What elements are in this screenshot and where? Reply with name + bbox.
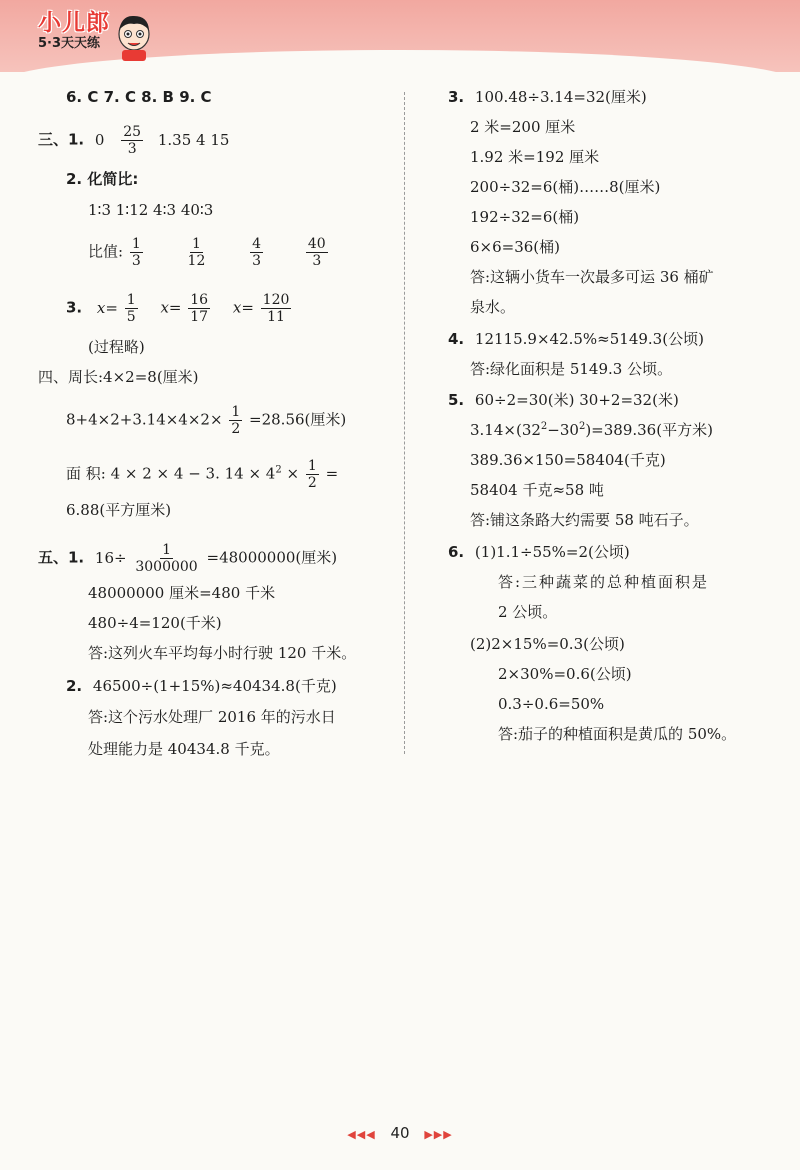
fraction-denominator: 3 [131,253,141,269]
s5-q2-label: 2. [66,677,83,695]
s5-q1-answer: 答:这列火车平均每小时行驶 120 千米。 [88,644,357,662]
fraction-numerator: 1 [131,236,141,252]
x-equals: x= [96,298,118,317]
s5-q2 [66,675,337,697]
fraction-denominator: 2 [231,421,241,437]
fraction-denominator: 12 [187,253,206,269]
q3-calc1: 100.48÷3.14=32(厘米) [474,88,647,106]
fraction-numerator: 1 [192,236,201,252]
q6-answer1-line2: 2 公顷。 [498,603,558,621]
x-value-2 [188,292,210,325]
ratio-value-label: 比值: [88,242,124,261]
s3-q1-pre: 0 [94,130,105,149]
q5-exponent-1: 2 [540,421,548,432]
logo-main-text: 小儿郎 [38,10,110,36]
x-value-1 [125,292,138,325]
q5-line4: 58404 千克≈58 吨 [470,481,604,499]
q5-calc1: 60÷2=30(米) 30+2=32(米) [474,391,679,409]
q3-label: 3. [448,88,465,106]
ratio-value-1 [130,236,143,269]
s4-line2-pre: 8+4×2+3.14×4×2× [66,410,223,429]
q3-answer-line1: 答:这辆小货车一次最多可运 36 桶矿 [470,268,714,286]
q6-line2: (2)2×15%=0.3(公顷) [470,635,625,653]
q6-line3: 2×30%=0.6(公顷) [498,665,632,683]
q6-label: 6. [448,543,465,561]
s4-area-exponent: 2 [275,464,282,476]
q4-answer: 答:绿化面积是 5149.3 公顷。 [470,360,673,378]
q6-answer1-line1: 答:三种蔬菜的总种植面积是 [498,573,710,591]
fraction-denominator: 3 [252,253,262,269]
s5-q1-post: =48000000(厘米) [206,548,338,567]
left-arrows-icon: ◀◀◀ [347,1128,376,1141]
q5-l2-b: −30 [547,421,579,439]
q3-line6: 6×6=36(桶) [470,238,561,256]
q3-line1 [448,86,647,108]
fraction-denominator: 3000000 [135,559,198,575]
x-equals: x= [232,298,254,317]
s4-area-mid: × [286,464,304,483]
q5-line3: 389.36×150=58404(千克) [470,451,666,469]
s4-line2-post: =28.56(厘米) [249,410,347,429]
section-4-area [66,458,338,491]
q6-line4: 0.3÷0.6=50% [498,695,605,713]
s5-q2-line1: 46500÷(1+15%)≈40434.8(千克) [92,677,337,695]
fraction-numerator: 4 [252,236,262,252]
s3-q3 [66,292,293,325]
column-divider [404,92,405,754]
fraction-numerator: 40 [307,236,326,252]
right-arrows-icon: ▶▶▶ [424,1128,453,1141]
s3-q1-fraction [121,124,143,157]
q6-answer2: 答:茄子的种植面积是黄瓜的 50%。 [498,725,737,743]
s4-area-pre: 面 积: 4 × 2 × 4 − 3. 14 × 4 [66,464,276,483]
s3-q3-label: 3. [66,298,83,317]
s5-q1-pre: 16÷ [94,548,127,567]
s5-q1-line2: 48000000 厘米=480 千米 [88,584,276,602]
q6-calc1: (1)1.1÷55%=2(公顷) [474,543,630,561]
s5-q1-line3: 480÷4=120(千米) [88,614,222,632]
q3-line4: 200÷32=6(桶)……8(厘米) [470,178,661,196]
answer-q6-9: 6. C 7. C 8. B 9. C [66,88,212,106]
q5-exponent-2: 2 [578,421,586,432]
s3-q1-post: 1.35 4 15 [157,130,230,149]
s4-area-post: = [325,464,339,483]
s5-q2-answer-line2: 处理能力是 40434.8 千克。 [88,740,280,758]
s5-q2-answer-line1: 答:这个污水处理厂 2016 年的污水日 [88,708,336,726]
q5-l2-c: )=389.36(平方米) [585,421,713,439]
fraction-denominator: 5 [126,309,136,325]
q5-answer: 答:铺这条路大约需要 58 吨石子。 [470,511,699,529]
fraction-numerator: 1 [307,458,317,474]
q3-line2: 2 米=200 厘米 [470,118,576,136]
fraction-numerator: 25 [123,124,142,140]
q4-label: 4. [448,330,465,348]
q5-label: 5. [448,391,465,409]
q4-line1 [448,328,704,350]
s3-q2-title: 2. 化简比: [66,170,139,188]
fraction-numerator: 1 [126,292,136,308]
x-equals: x= [160,298,182,317]
fraction-numerator: 16 [190,292,209,308]
x-value-3 [261,292,292,325]
ratio-value-4 [306,236,328,269]
q3-line3: 1.92 米=192 厘米 [470,148,600,166]
half-fraction [229,404,242,437]
fraction-denominator: 3 [312,253,322,269]
ratio-value-3 [250,236,263,269]
q4-calc: 12115.9×42.5%≈5149.3(公顷) [474,330,704,348]
section-4-area-result: 6.88(平方厘米) [66,501,172,519]
s5-scale-fraction [133,542,199,575]
fraction-denominator: 11 [267,309,285,325]
s3-q2-values [88,236,330,269]
q5-l2-a: 3.14×(32 [470,421,541,439]
process-omitted-note: (过程略) [88,338,145,356]
section-5-q1 [38,542,337,575]
section-4-perimeter: 四、周长:4×2=8(厘米) [38,368,199,386]
section-5-label: 五、1. [38,548,85,567]
fraction-numerator: 120 [262,292,290,308]
mascot-icon [112,12,156,62]
section-3-q1 [38,124,229,157]
section-3-label: 三、1. [38,130,85,149]
q5-line2 [470,419,713,441]
fraction-numerator: 1 [162,542,171,558]
page-footer [0,1124,800,1142]
q3-line5: 192÷32=6(桶) [470,208,580,226]
q6-line1 [448,541,630,563]
page-number: 40 [390,1124,410,1142]
half-fraction [306,458,319,491]
ratio-value-2 [186,236,208,269]
fraction-denominator: 3 [127,141,137,157]
q5-line1 [448,389,679,411]
fraction-denominator: 17 [190,309,209,325]
q3-answer-line2: 泉水。 [470,298,516,316]
fraction-denominator: 2 [307,475,317,491]
logo-sub-text: 5·3天天练 [38,36,101,51]
section-4-line2 [66,404,346,437]
fraction-numerator: 1 [231,404,241,420]
s3-q2-ratios: 1∶3 1∶12 4∶3 40∶3 [88,201,214,219]
brand-logo [38,10,110,52]
